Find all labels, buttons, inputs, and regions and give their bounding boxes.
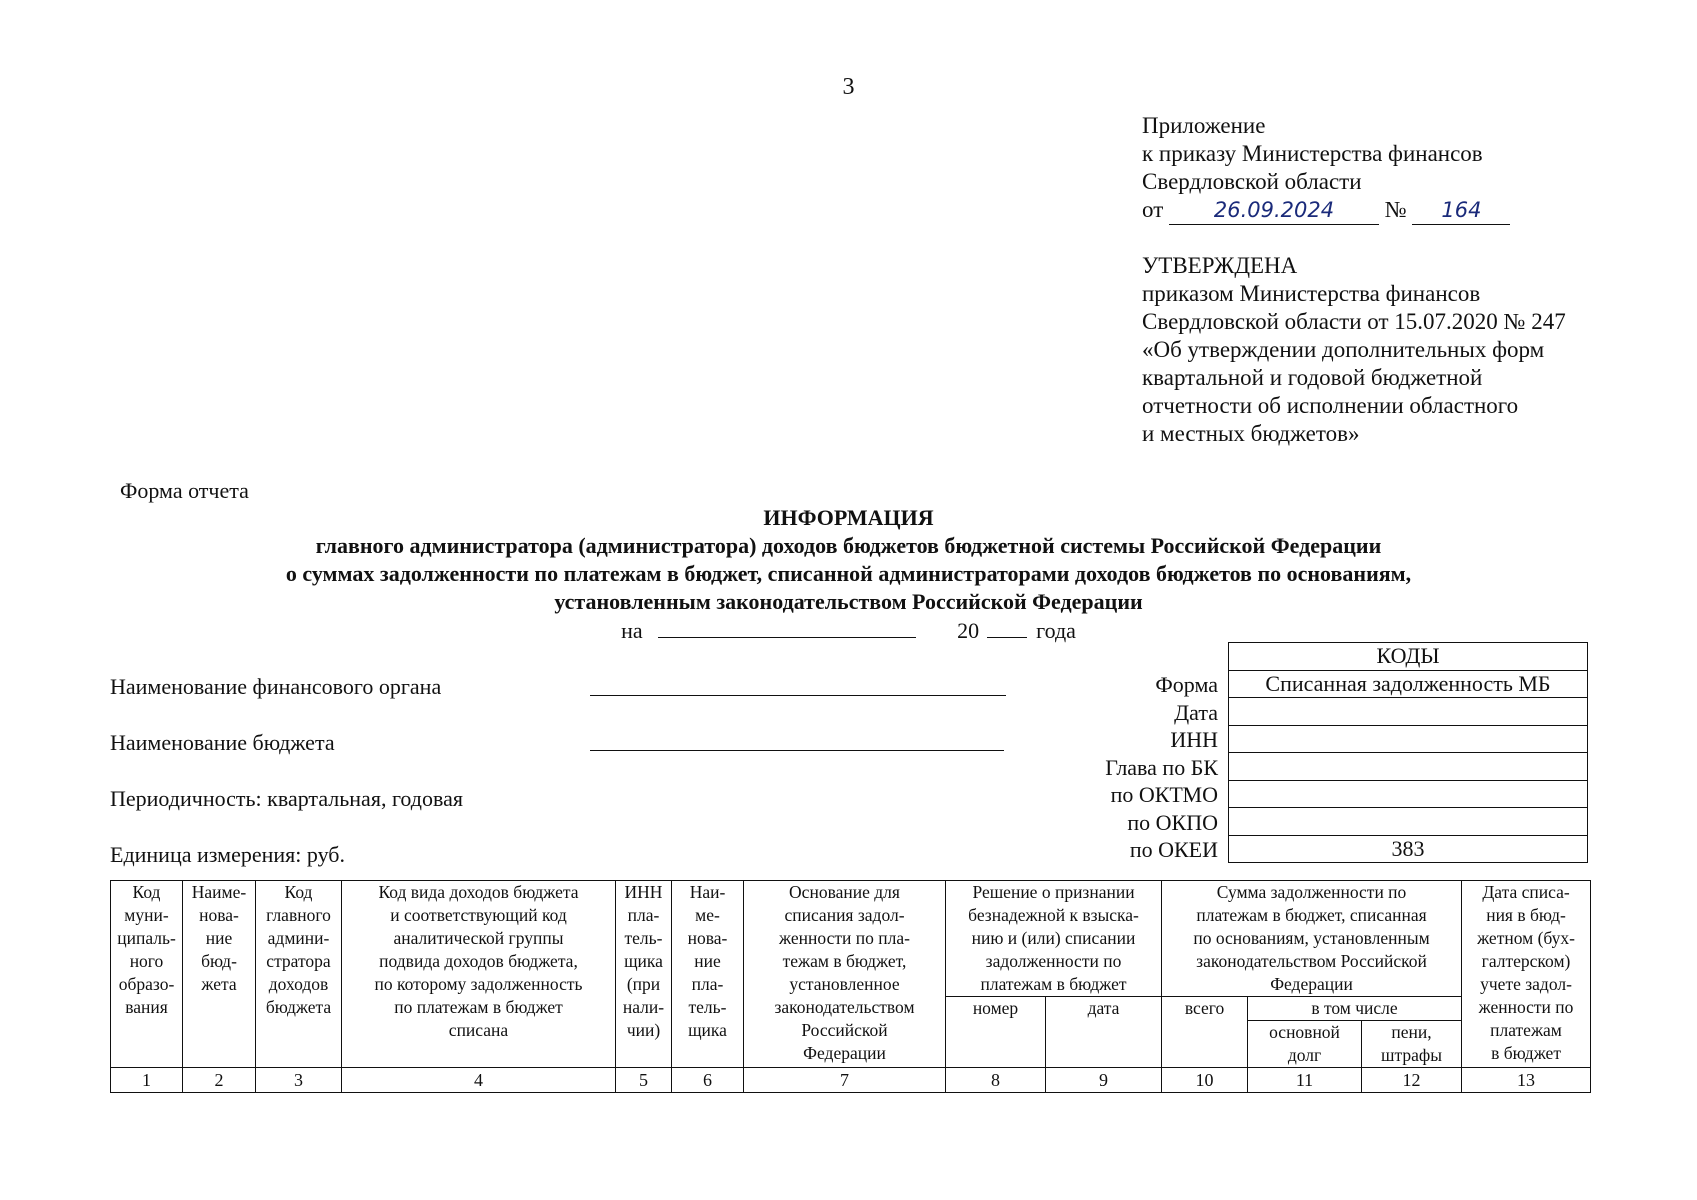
report-table bbox=[110, 880, 1591, 1093]
col-number: 10 bbox=[1162, 1068, 1248, 1093]
code-label: по ОКЕИ bbox=[1129, 837, 1218, 862]
appendix-date-prefix: от bbox=[1142, 197, 1164, 222]
page-number: 3 bbox=[842, 74, 855, 100]
code-label: ИНН bbox=[1170, 727, 1218, 752]
approved-line: отчетности об исполнении областного bbox=[1142, 393, 1519, 418]
code-label: по ОКТМО bbox=[1110, 782, 1218, 807]
col-header-13: Дата списа- ния в бюд- жетном (бух- галтерском) учете задол- женности по платежам в бюджет bbox=[1462, 881, 1591, 1068]
period-date-blank[interactable] bbox=[658, 619, 916, 638]
col-header-8-9-group: Решение о признании безнадежной к взыска- нию и (или) списании задолженности по платежам в бюджет bbox=[946, 881, 1162, 997]
col-header-10: всего bbox=[1162, 997, 1248, 1068]
approved-line: Свердловской области от 15.07.2020 № 247 bbox=[1142, 309, 1566, 334]
col-number: 6 bbox=[672, 1068, 744, 1093]
code-label: по ОКПО bbox=[1127, 809, 1218, 835]
code-value-bk[interactable] bbox=[1229, 753, 1588, 781]
code-label: Форма bbox=[1155, 672, 1218, 697]
approved-block bbox=[1142, 252, 1566, 448]
codes-labels bbox=[960, 671, 1218, 864]
col-header-9: дата bbox=[1046, 997, 1162, 1068]
col-header-11: основной долг bbox=[1248, 1021, 1362, 1068]
code-value-inn[interactable] bbox=[1229, 725, 1588, 753]
col-header-6: Наи- ме- нова- ние пла- тель- щика bbox=[672, 881, 744, 1068]
col-number: 2 bbox=[183, 1068, 256, 1093]
title-line1: ИНФОРМАЦИЯ bbox=[763, 505, 934, 530]
col-header-11-12-group: в том числе bbox=[1248, 997, 1462, 1021]
code-label: Глава по БК bbox=[1105, 754, 1218, 780]
code-label: Дата bbox=[1174, 699, 1218, 725]
form-label: Форма отчета bbox=[120, 478, 249, 503]
appendix-block bbox=[1142, 112, 1510, 225]
title-line3: о суммах задолженности по платежам в бюджет, списанной администраторами доходов бюджетов по основаниям, bbox=[285, 561, 1412, 586]
code-value-date[interactable] bbox=[1229, 698, 1588, 726]
unit-label: Единица измерения: руб. bbox=[110, 842, 345, 867]
col-header-8: номер bbox=[946, 997, 1046, 1068]
col-header-10-12-group: Сумма задолженности по платежам в бюджет, списанная по основаниям, установленным законодательством Российской Федерации bbox=[1162, 881, 1462, 997]
finorg-field[interactable] bbox=[590, 674, 1006, 696]
col-header-4: Код вида доходов бюджета и соответствующий код аналитической группы подвида доходов бюджета, по которому задолженность по платежам в бюджет списана bbox=[342, 881, 616, 1068]
appendix-date-value: 26.09.2024 bbox=[1169, 196, 1379, 225]
title-line2: главного администратора (администратора) доходов бюджетов бюджетной системы Российской Федерации bbox=[315, 533, 1382, 558]
col-header-12: пени, штрафы bbox=[1362, 1021, 1462, 1068]
finorg-label: Наименование финансового органа bbox=[110, 674, 442, 699]
period-year-blank[interactable] bbox=[987, 619, 1027, 638]
col-number: 9 bbox=[1046, 1068, 1162, 1093]
col-number: 12 bbox=[1362, 1068, 1462, 1093]
appendix-number-value: 164 bbox=[1412, 196, 1510, 225]
appendix-line1: Приложение bbox=[1142, 113, 1266, 138]
approved-line: квартальной и годовой бюджетной bbox=[1142, 365, 1483, 390]
period-prefix: на bbox=[621, 618, 643, 643]
periodicity-label: Периодичность: квартальная, годовая bbox=[110, 786, 463, 811]
budget-field[interactable] bbox=[590, 729, 1004, 751]
code-value-form[interactable]: Списанная задолженность МБ bbox=[1229, 670, 1588, 698]
col-number: 1 bbox=[111, 1068, 183, 1093]
col-number: 7 bbox=[744, 1068, 946, 1093]
report-period bbox=[0, 618, 1697, 644]
col-number: 4 bbox=[342, 1068, 616, 1093]
codes-table bbox=[1228, 642, 1588, 863]
col-header-2: Наиме- нова- ние бюд- жета bbox=[183, 881, 256, 1068]
col-header-5: ИНН пла- тель- щика (при нали- чии) bbox=[616, 881, 672, 1068]
period-suffix: года bbox=[1036, 618, 1076, 643]
approved-line: и местных бюджетов» bbox=[1142, 421, 1360, 446]
code-value-okpo[interactable] bbox=[1229, 808, 1588, 836]
col-number: 3 bbox=[256, 1068, 342, 1093]
code-value-oktmo[interactable] bbox=[1229, 780, 1588, 808]
col-number: 5 bbox=[616, 1068, 672, 1093]
approved-line: УТВЕРЖДЕНА bbox=[1142, 253, 1298, 278]
appendix-line3: Свердловской области bbox=[1142, 169, 1362, 194]
approved-line: «Об утверждении дополнительных форм bbox=[1142, 337, 1545, 362]
col-number: 13 bbox=[1462, 1068, 1591, 1093]
appendix-date-row bbox=[1142, 196, 1510, 225]
col-number: 11 bbox=[1248, 1068, 1362, 1093]
col-number: 8 bbox=[946, 1068, 1046, 1093]
title-line4: установленным законодательством Российской Федерации bbox=[554, 589, 1143, 614]
appendix-line2: к приказу Министерства финансов bbox=[1142, 141, 1483, 166]
budget-label: Наименование бюджета bbox=[110, 730, 335, 755]
col-header-3: Код главного админи- стратора доходов бюджета bbox=[256, 881, 342, 1068]
appendix-number-prefix: № bbox=[1384, 197, 1407, 222]
codes-header: КОДЫ bbox=[1229, 643, 1588, 671]
approved-line: приказом Министерства финансов bbox=[1142, 281, 1481, 306]
col-header-1: Код муни- ципаль- ного образо- вания bbox=[111, 881, 183, 1068]
period-year-prefix: 20 bbox=[957, 618, 980, 643]
code-value-okei[interactable]: 383 bbox=[1229, 835, 1588, 863]
col-header-7: Основание для списания задол- женности по пла- тежам в бюджет, установленное законодательством Российской Федерации bbox=[744, 881, 946, 1068]
